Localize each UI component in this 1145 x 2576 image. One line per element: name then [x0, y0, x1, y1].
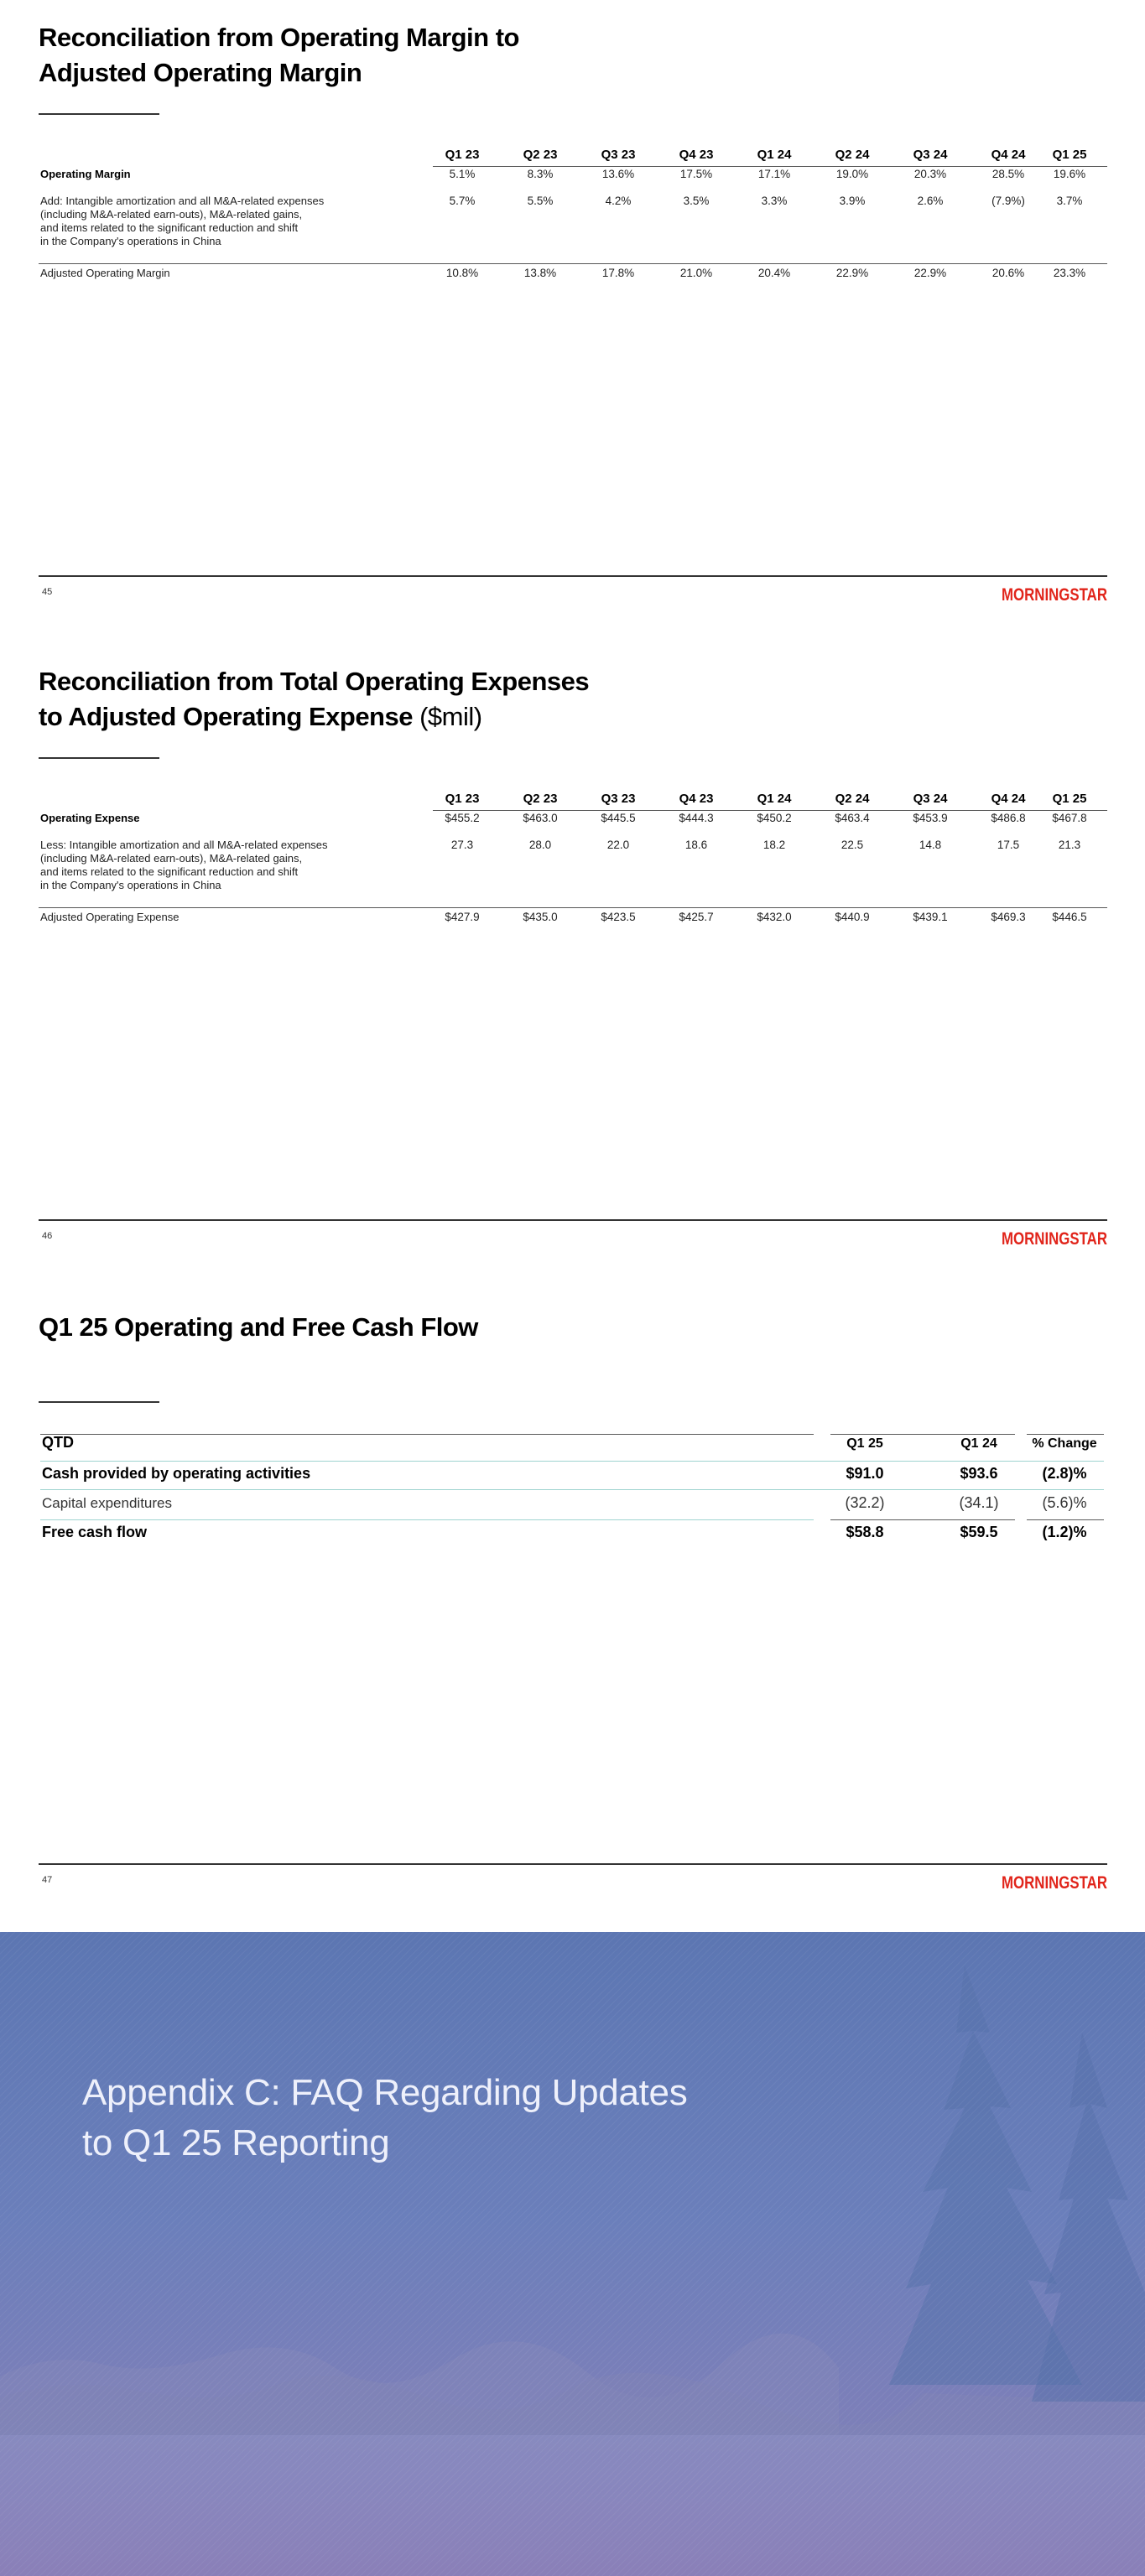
title-line-1: Reconciliation from Operating Margin to — [39, 23, 519, 52]
row-label-line: Add: Intangible amortization and all M&A-related expenses — [40, 195, 325, 207]
cell: 3.9% — [839, 195, 866, 207]
cell: 28.0 — [528, 839, 552, 851]
col-header: Q2 23 — [523, 792, 558, 806]
total-rule — [39, 263, 1107, 264]
col-header: Q1 25 — [846, 1436, 883, 1451]
title-line-2: Adjusted Operating Margin — [39, 58, 362, 87]
cell: $440.9 — [835, 911, 870, 923]
cell: 20.3% — [913, 168, 947, 180]
col-header: Q4 24 — [991, 792, 1026, 806]
cell: $450.2 — [757, 812, 792, 824]
cell: 5.5% — [527, 195, 554, 207]
cell: 20.6% — [991, 267, 1025, 279]
row-label-line: and items related to the significant reduction and shift — [40, 221, 299, 234]
cell: 4.2% — [605, 195, 632, 207]
cell: (34.1) — [959, 1494, 999, 1511]
cell: $445.5 — [601, 812, 636, 824]
cell: $446.5 — [1052, 911, 1087, 923]
cell: 3.3% — [761, 195, 788, 207]
morningstar-logo — [1002, 1224, 1107, 1249]
cell: $439.1 — [913, 911, 948, 923]
cell: 13.8% — [523, 267, 557, 279]
cell: 5.1% — [449, 168, 476, 180]
row-label-line: Less: Intangible amortization and all M&A-related expenses — [40, 839, 328, 851]
col-header: Q2 23 — [523, 148, 558, 162]
title-line-2: to Adjusted Operating Expense — [39, 702, 413, 731]
cell: 3.5% — [683, 195, 710, 207]
cell: (32.2) — [845, 1494, 885, 1511]
row-label-line: (including M&A-related earn-outs), M&A-related gains, — [40, 852, 303, 865]
row-rule — [40, 1461, 1104, 1462]
cell: 22.0 — [606, 839, 630, 851]
header-top-rule — [40, 1434, 814, 1435]
header-top-rule — [830, 1434, 1015, 1435]
cell: 22.5 — [841, 839, 864, 851]
row-rule — [40, 1519, 814, 1520]
col-header: Q1 23 — [445, 148, 480, 162]
cell: $469.3 — [991, 911, 1026, 923]
cell: 17.5% — [679, 168, 713, 180]
cell: $444.3 — [679, 812, 714, 824]
col-header: Q4 23 — [679, 148, 714, 162]
col-header: Q3 24 — [913, 792, 948, 806]
col-header: Q4 24 — [991, 148, 1026, 162]
cell: $59.5 — [960, 1524, 998, 1540]
row-label-line: (including M&A-related earn-outs), M&A-related gains, — [40, 208, 303, 221]
footer-rule — [39, 575, 1107, 577]
cell: 14.8 — [919, 839, 942, 851]
cell: $425.7 — [679, 911, 714, 923]
cell: 22.9% — [913, 267, 947, 279]
cell: 17.1% — [757, 168, 791, 180]
morningstar-logo — [1002, 1868, 1107, 1893]
footer-rule — [39, 1219, 1107, 1221]
cell: 21.3 — [1058, 839, 1081, 851]
cell: $453.9 — [913, 812, 948, 824]
title-unit: ($mil) — [419, 702, 482, 731]
col-header: Q1 23 — [445, 792, 480, 806]
row-label: Adjusted Operating Expense — [40, 911, 180, 923]
cell: $423.5 — [601, 911, 636, 923]
row-label-line: in the Company's operations in China — [40, 879, 221, 891]
cell: 27.3 — [450, 839, 474, 851]
row-label-multiline — [40, 195, 359, 248]
cell: $91.0 — [846, 1465, 884, 1482]
header-label: QTD — [42, 1434, 74, 1451]
slide-title — [39, 20, 710, 91]
cell: (7.9%) — [991, 195, 1025, 207]
page-number: 46 — [42, 1231, 53, 1241]
cell: 3.7% — [1056, 195, 1083, 207]
col-header: % Change — [1032, 1436, 1097, 1451]
cell: 21.0% — [679, 267, 713, 279]
cell: 18.2 — [762, 839, 786, 851]
cell: 19.6% — [1053, 168, 1086, 180]
col-header: Q2 24 — [835, 148, 870, 162]
appendix-title-line-1: Appendix C: FAQ Regarding Updates — [82, 2072, 688, 2113]
header-rule — [433, 166, 1107, 167]
cell: $486.8 — [991, 812, 1026, 824]
slide-title — [39, 664, 710, 735]
cell: $427.9 — [445, 911, 480, 923]
cell: (5.6)% — [1042, 1494, 1087, 1511]
col-header: Q1 24 — [757, 148, 792, 162]
cell: $58.8 — [846, 1524, 884, 1540]
appendix-title-line-2: to Q1 25 Reporting — [82, 2122, 390, 2163]
cell: 17.8% — [601, 267, 635, 279]
row-label: Operating Expense — [40, 812, 140, 824]
col-header: Q3 23 — [601, 148, 636, 162]
title-line-1: Reconciliation from Total Operating Expenses — [39, 667, 590, 696]
title-rule — [39, 113, 159, 115]
cell: 5.7% — [449, 195, 476, 207]
morningstar-logo — [1002, 580, 1107, 605]
cell: $463.4 — [835, 812, 870, 824]
slide-title: Q1 25 Operating and Free Cash Flow — [39, 1312, 478, 1342]
slide-free-cash-flow — [0, 1288, 1145, 1932]
row-label: Adjusted Operating Margin — [40, 267, 170, 279]
row-label-line: in the Company's operations in China — [40, 235, 221, 247]
header-top-rule — [1027, 1434, 1104, 1435]
row-label: Free cash flow — [42, 1524, 148, 1540]
row-label-line: and items related to the significant reduction and shift — [40, 865, 299, 878]
col-header: Q1 25 — [1052, 792, 1087, 806]
row-label: Operating Margin — [40, 168, 131, 180]
cell: 28.5% — [991, 168, 1025, 180]
col-header: Q2 24 — [835, 792, 870, 806]
title-rule — [39, 1401, 159, 1403]
cell: $93.6 — [960, 1465, 998, 1482]
cell: $455.2 — [445, 812, 480, 824]
cell: $467.8 — [1052, 812, 1087, 824]
cell: 18.6 — [684, 839, 708, 851]
row-label: Cash provided by operating activities — [42, 1465, 311, 1482]
cell: $435.0 — [523, 911, 558, 923]
col-header: Q1 24 — [960, 1436, 997, 1451]
row-label-multiline — [40, 839, 359, 892]
cell: 2.6% — [917, 195, 944, 207]
total-rule — [830, 1519, 1015, 1520]
col-header: Q1 24 — [757, 792, 792, 806]
cell: $432.0 — [757, 911, 792, 923]
slide-operating-expense — [0, 644, 1145, 1288]
title-rule — [39, 757, 159, 759]
landscape-background-image — [0, 1932, 1145, 2576]
logo-text: MORNINGSTAR — [1002, 1229, 1107, 1249]
page-number: 47 — [42, 1875, 53, 1885]
row-rule — [40, 1489, 1104, 1490]
page-number: 45 — [42, 587, 53, 597]
cell: 10.8% — [445, 267, 479, 279]
cell: 23.3% — [1053, 267, 1086, 279]
cell: $463.0 — [523, 812, 558, 824]
slide-operating-margin — [0, 0, 1145, 644]
cell: (1.2)% — [1042, 1524, 1087, 1540]
col-header: Q3 24 — [913, 148, 948, 162]
col-header: Q3 23 — [601, 792, 636, 806]
header-rule — [433, 810, 1107, 811]
cell: (2.8)% — [1042, 1465, 1087, 1482]
logo-text: MORNINGSTAR — [1002, 585, 1107, 605]
cell: 17.5 — [997, 839, 1020, 851]
appendix-cover-slide — [0, 1932, 1145, 2576]
total-rule — [1027, 1519, 1104, 1520]
logo-text: MORNINGSTAR — [1002, 1873, 1107, 1893]
footer-rule — [39, 1863, 1107, 1865]
cell: 22.9% — [835, 267, 869, 279]
cell: 13.6% — [601, 168, 635, 180]
col-header: Q4 23 — [679, 792, 714, 806]
row-label: Capital expenditures — [42, 1495, 172, 1511]
cell: 19.0% — [835, 168, 869, 180]
col-header: Q1 25 — [1052, 148, 1087, 162]
total-rule — [39, 907, 1107, 908]
cell: 8.3% — [527, 168, 554, 180]
appendix-title — [82, 2068, 687, 2168]
cell: 20.4% — [757, 267, 791, 279]
